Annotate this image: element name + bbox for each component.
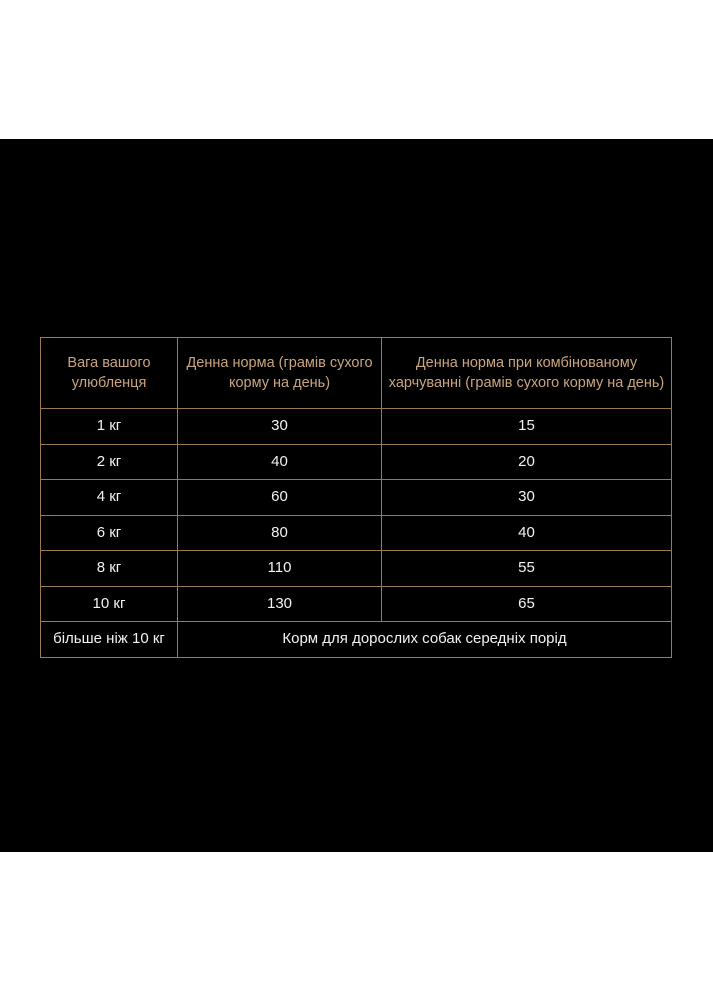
table-row xyxy=(41,480,672,516)
table-row xyxy=(41,444,672,480)
cell-weight: 10 кг xyxy=(41,586,178,622)
header-weight: Вага вашого улюбленця xyxy=(41,338,178,409)
table-row xyxy=(41,586,672,622)
cell-daily-norm: 60 xyxy=(178,480,382,516)
cell-weight: 4 кг xyxy=(41,480,178,516)
cell-combined-norm: 40 xyxy=(382,515,672,551)
cell-weight: 2 кг xyxy=(41,444,178,480)
cell-weight: 1 кг xyxy=(41,409,178,445)
feeding-table xyxy=(40,337,672,658)
cell-weight-over-10kg: більше ніж 10 кг xyxy=(41,622,178,658)
cell-combined-norm: 15 xyxy=(382,409,672,445)
black-panel xyxy=(0,139,713,852)
cell-weight: 6 кг xyxy=(41,515,178,551)
cell-daily-norm: 30 xyxy=(178,409,382,445)
cell-combined-norm: 30 xyxy=(382,480,672,516)
header-daily-norm: Денна норма (грамів сухого корму на день) xyxy=(178,338,382,409)
cell-daily-norm: 40 xyxy=(178,444,382,480)
table-row-over-10kg xyxy=(41,622,672,658)
cell-combined-norm: 65 xyxy=(382,586,672,622)
table-row xyxy=(41,409,672,445)
table-header-row xyxy=(41,338,672,409)
cell-combined-norm: 20 xyxy=(382,444,672,480)
cell-combined-norm: 55 xyxy=(382,551,672,587)
cell-daily-norm: 80 xyxy=(178,515,382,551)
table-row xyxy=(41,551,672,587)
cell-weight: 8 кг xyxy=(41,551,178,587)
header-combined-norm: Денна норма при комбінованому харчуванні (грамів сухого корму на день) xyxy=(382,338,672,409)
cell-daily-norm: 130 xyxy=(178,586,382,622)
table-row xyxy=(41,515,672,551)
cell-adult-food-note: Корм для дорослих собак середніх порід xyxy=(178,622,672,658)
cell-daily-norm: 110 xyxy=(178,551,382,587)
